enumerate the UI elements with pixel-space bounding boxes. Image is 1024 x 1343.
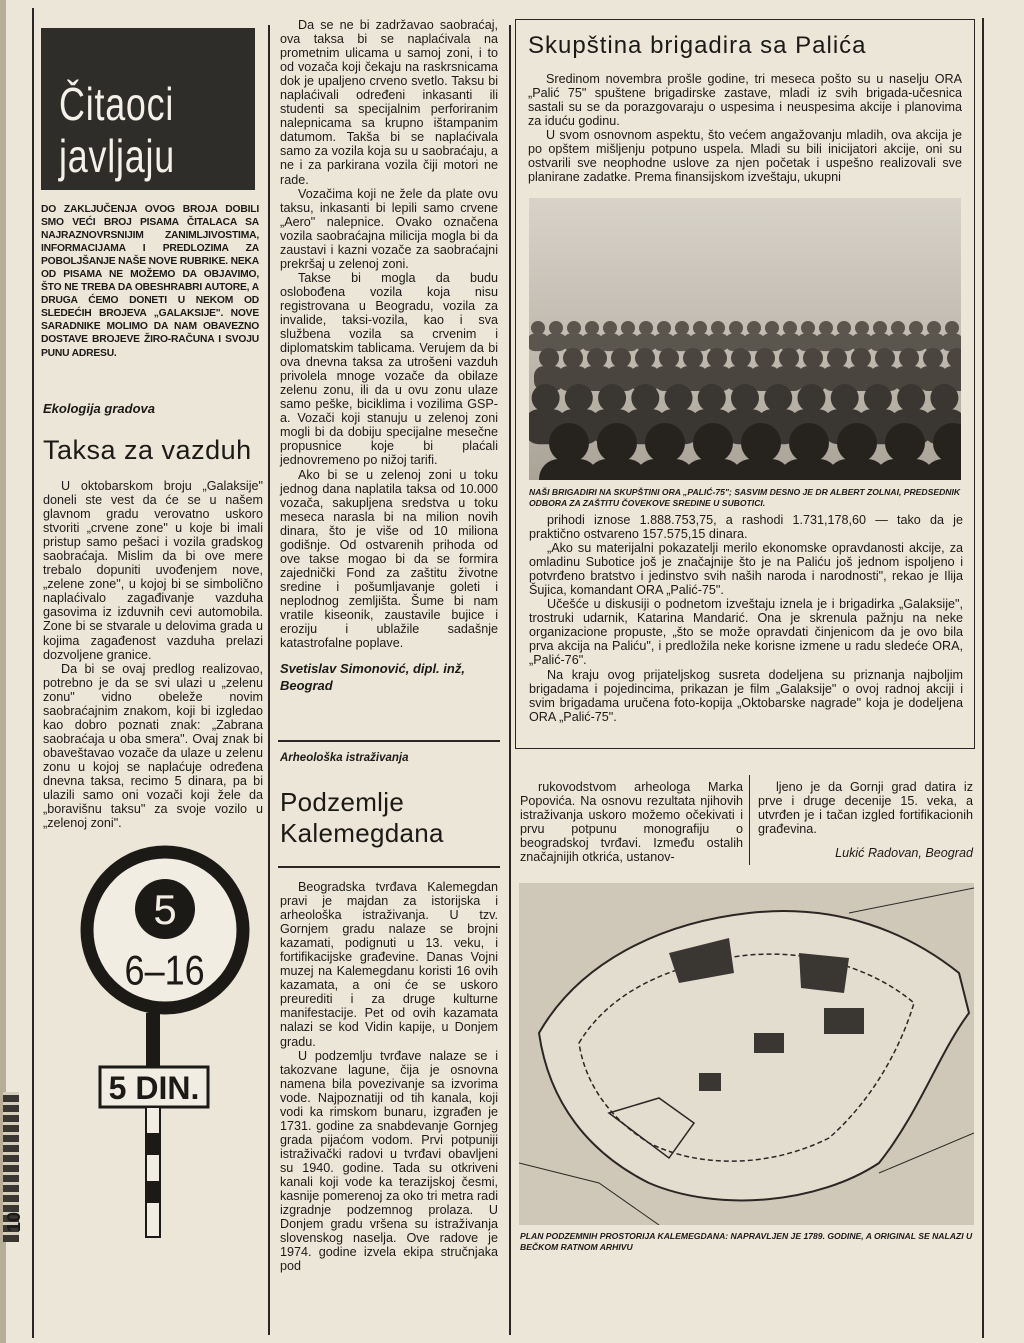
photo-figure	[899, 348, 919, 368]
photo-figure	[731, 348, 751, 368]
paragraph: U oktobarskom broju „Galaksije" doneli ste vest da će se u našem glavnom gradu verovatno uskoro stvoriti „crvene zone" u koje bi imali pristup samo pešaci i vozila gradskog saobraćaja. Mislim da bi ove mere trebalo dopuniti uvođenjem nove, „zelene zone", u kojoj bi se simbolično naplaćivalo zagađivanje vazduha gasovima iz izduvnih cevi automobila. Zone bi se stvarale u delovima grada u kojima zagađenost vazduha prelazi dozvoljene granice.	[43, 479, 263, 662]
photo-figure	[764, 384, 792, 412]
paragraph: Ako bi se u zelenoj zoni u toku jednog dana naplatila taksa od 10.000 vozača, sakupljena sredstva u toku meseca narasla bi na milion novih dinara, što je više od 10 miliona godišnje. Od ostvarenih prihoda od ove takse mogao bi da se formira zajednički Fond za zaštitu životne sredine i pošumljavanje goleti i neplodnog zemljišta. Šume bi nam vratile kiseonik, zaustavile bujice i eroziju i ublažile sadašnje katastrofalne poplave.	[280, 467, 498, 651]
photo-figure	[789, 423, 829, 463]
photo-figure	[693, 321, 707, 335]
photo-figure	[875, 348, 895, 368]
paragraph: Takse bi mogla da budu oslobođena vozila koja nisu registrovana u Beogradu, vozila za invalide, taksi-vozila, kao i sva službena vozila sa crvenim i diplomatskim tablicama. Verujem da bi ova dnevna taksa za utrošeni vazduh privolela mnoge vozače da obilaze zelenu zonu, ili da u ovu zonu ulaze samo peške, biciklima i vozilima GSP-a. Vozači koji stanuju u zelenoj zoni mogli bi da dobiju specijalne mesečne propusnice koje bi plaćali jednovremeno po nižoj tarifi.	[280, 270, 498, 468]
photo-figure	[819, 321, 833, 335]
fortress-plan-map	[519, 883, 974, 1225]
photo-figure	[631, 384, 659, 412]
section-rule	[278, 740, 500, 742]
photo-figure	[909, 321, 923, 335]
paragraph: ljeno je da Gornji grad datira iz prve i druge decenije 15. veka, a utvrđen je i tačan izgled fortifikacionih građevina.	[758, 780, 973, 837]
photo-figure	[657, 321, 671, 335]
photo-figure	[603, 321, 617, 335]
column-rule	[982, 18, 984, 1338]
photo-figure	[611, 348, 631, 368]
photo-figure	[891, 321, 905, 335]
photo-figure	[659, 348, 679, 368]
paragraph: Učešće u diskusiji o podnetom izveštaju iznela je i brigadirka „Galaksije", trostruki udarnik, Katarina Mandarić. Ona je skrenula pažnju na neke organizacione propuste, „što se može opravdati činjenicom da je ovo bila prva akcija na Paliću", i predložila neke korisne izmene u radu sledeće ORA, „Palić-76".	[529, 597, 963, 668]
paragraph: Sredinom novembra prošle godine, tri meseca pošto su u naselju ORA „Palić 75" spuštene brigadirske zastave, mladi iz svih brigada-učesnica sastali su se da porazgovaraju o uspesima i neuspesima akcije i planovima za iduću godinu.	[528, 72, 962, 129]
article-body	[280, 880, 498, 1273]
article-headline: Skupština brigadira sa Palića	[528, 32, 867, 59]
article-body	[529, 513, 963, 724]
photo-figure	[851, 348, 871, 368]
section-kicker: Arheološka istraživanja	[280, 752, 409, 764]
photo-figure-body	[816, 334, 837, 352]
photo-figure	[539, 348, 559, 368]
page-number: 10	[4, 1211, 24, 1232]
photo-figure	[803, 348, 823, 368]
photo-figure	[597, 423, 637, 463]
photo-figure	[837, 321, 851, 335]
photo-figure	[801, 321, 815, 335]
photo-figure	[855, 321, 869, 335]
article-body	[43, 479, 263, 830]
article-body	[520, 780, 743, 864]
paragraph: prihodi iznose 1.888.753,75, a rashodi 1.731,178,60 — tako da je praktično ostvareno 157.575,15 dinara.	[529, 513, 963, 542]
rubric-title-box	[41, 28, 255, 190]
map-caption: PLAN PODZEMNIH PROSTORIJA KALEMEGDANA: NAPRAVLJEN JE 1789. GODINE, A ORIGINAL SE NALAZI U BEČKOM RATNOM ARHIVU	[520, 1231, 973, 1252]
fortress-plan-drawing	[519, 883, 974, 1225]
column-rule	[32, 8, 34, 1338]
photo-figure	[927, 321, 941, 335]
paragraph: „Ako su materijalni pokazatelji merilo ekonomske opravdanosti akcije, za omladinu Subotice još je značajnije što je na Paliću još jednom ispoljeno i potvrđeno bratstvo i jedinstvo svih naših naroda i narodnosti", rekao je Ilija Šujica, komandant ORA „Palić-75".	[529, 541, 963, 598]
photo-figure-body	[744, 334, 765, 352]
column-rule	[749, 775, 750, 865]
photo-figure	[729, 321, 743, 335]
article-body	[758, 780, 973, 836]
paragraph: Da se ne bi zadržavao saobraćaj, ova taksa bi se naplaćivala na prometnim ulicama u samoj zoni, i to od vozača koji čekaju na raskrsnicama dok je upaljeno crveno svetlo. Taksu bi naplaćivali određeni inkasanti ili studenti sa specijalnim perforiranim nalepnicama sa krupno ištampanim datumom. Takša bi se naplaćivala samo za vozila koja su u saobraćaju, a ne i za parkirana vozila čiji motori ne rade.	[280, 18, 498, 187]
photo-figure	[587, 348, 607, 368]
paragraph: U svom osnovnom aspektu, što većem angažovanju mladih, ova akcija je po opštem mišljenju potpuno uspela. Mladi su bili inicijatori akcije, oni su ostvarili sve neophodne uslove za njen početak i uspešno realizovali sve planirane zadatke. Prema finansijskom izveštaju, ukupni	[528, 128, 962, 185]
photo-figure	[779, 348, 799, 368]
photo-figure	[741, 423, 781, 463]
meeting-photo	[529, 198, 961, 480]
photo-figure	[747, 321, 761, 335]
photo-figure	[565, 384, 593, 412]
photo-figure	[531, 321, 545, 335]
column-rule	[268, 25, 270, 1335]
photo-figure-body	[672, 334, 693, 352]
photo-figure	[873, 321, 887, 335]
photo-figure	[635, 348, 655, 368]
photo-figure	[549, 321, 563, 335]
paragraph: Vozačima koji ne žele da plate ovu taksu, inkasanti bi lepili samo crvene „Aero" nalepnice. Ovako označena vozila saobraćajna milicija mogla bi da zaustavi i kazni vozače za saobraćajni prekršaj u zelenoj zoni.	[280, 186, 498, 271]
photo-figure	[665, 384, 693, 412]
section-kicker: Ekologija gradova	[43, 401, 155, 416]
photo-figure	[683, 348, 703, 368]
article-byline: Lukić Radovan, Beograd	[835, 846, 973, 860]
photo-figure	[698, 384, 726, 412]
article-headline: Taksa za vazduh	[43, 435, 252, 465]
column-rule	[509, 25, 511, 1335]
photo-figure	[797, 384, 825, 412]
paragraph: Na kraju ovog prijateljskog susreta dodeljena su priznanja najboljim brigadama i pojedincima, prikazan je film „Galaksije" o ovoj radnoj akciji i svim brigadama uručena foto-kopija „Oktobarske nagrade" koja je dodeljena ORA „Palić-75".	[529, 667, 963, 724]
photo-figure	[885, 423, 925, 463]
rubric-intro: DO ZAKLJUČENJA OVOG BROJA DOBILI SMO VEĆI BROJ PISAMA ČITALACA SA NAJRAZNOVRSNIJIM ZANIMLJIVOSTIMA, INFORMACIJAMA I PREDLOZIMA ZA POBOLJŠANJE NAŠE NOVE RUBRIKE. NEKA OD PISAMA NE MOŽEMO DA OBJAVIMO, ŠTO NE TREBA DA OBESHRABRI AUTORE, A DRUGA ĆEMO DONETI U NEKOM OD SLEDEĆIH BROJEVA „GALAKSIJE". NOVE SARADNIKE MOLIMO DA NAM OBAVEZNO DOSTAVE BROJEVE ŽIRO-RAČUNA I SVOJU PUNU ADRESU.	[41, 204, 259, 359]
sign-hours: 6–16	[124, 948, 205, 995]
photo-figure	[621, 321, 635, 335]
article-body	[280, 18, 498, 650]
photo-figure	[645, 423, 685, 463]
photo-figure	[711, 321, 725, 335]
section-rule	[278, 866, 500, 868]
article-byline: Svetislav Simonović, dipl. inž, Beograd	[280, 661, 465, 693]
photo-figure	[765, 321, 779, 335]
photo-figure	[731, 384, 759, 412]
photo-figure	[837, 423, 877, 463]
article-headline: Podzemlje Kalemegdana	[280, 787, 444, 848]
photo-figure	[831, 384, 859, 412]
photo-figure	[707, 348, 727, 368]
paragraph: rukovodstvom arheologa Marka Popovića. Na osnovu rezultata njihovih istraživanja uskoro možemo očekivati i prvu potpunu monografiju o beogradskoj tvrđavi. Između ostalih značajnijih otkrića, ustanov-	[520, 780, 743, 865]
meeting-photo-image	[529, 198, 961, 480]
photo-figure	[693, 423, 733, 463]
photo-figure	[567, 321, 581, 335]
photo-figure	[930, 384, 958, 412]
photo-figure	[563, 348, 583, 368]
photo-figure	[923, 348, 943, 368]
photo-figure	[585, 321, 599, 335]
photo-figure	[864, 384, 892, 412]
photo-figure	[598, 384, 626, 412]
sign-top-number: 5	[153, 886, 177, 933]
photo-figure	[549, 423, 589, 463]
photo-figure	[945, 321, 959, 335]
sign-price: 5 DIN.	[108, 1070, 200, 1106]
photo-figure	[897, 384, 925, 412]
folio	[2, 1092, 24, 1332]
photo-figure	[675, 321, 689, 335]
paragraph: Da bi se ovaj predlog realizovao, potrebno je da se svi ulazi u „zelenu zonu" vidno obeleže novim saobraćajnim znakom, koji bi izgledao kao dobro poznati znak: „Zabrana saobraćaja u oba smera". Ovaj znak bi obaveštavao vozače da ulaze u zelenu zonu u kojoj se naplaćuje određena dnevna taksa, recimo 5 dinara, pa bi ulazili samo oni vozači koji žele da „boravišnu taksu" za svoje vozilo u „zelenoj zoni".	[43, 661, 263, 831]
photo-figure-body	[888, 334, 909, 352]
rubric-title: Čitaoci javljaju	[59, 78, 175, 182]
article-lead	[528, 72, 962, 184]
traffic-sign-illustration	[80, 845, 250, 1240]
photo-figure	[639, 321, 653, 335]
paragraph: Beogradska tvrđava Kalemegdan pravi je majdan za istorijska i arheološka istraživanja. U tzv. Gornjem gradu nalaze se brojni kazamati, podignuti u 13. veku, i fortifikacijske građevine. Danas Vojni muzej na Kalemegdanu koristi 16 ovih kazamata, a oni će se uskoro preurediti i za druge kulturne manifestacije. Pet od ovih kazamata nalazi se kod Vidin kapije, u Donjem gradu.	[280, 880, 498, 1049]
paragraph: U podzemlju tvrđave nalaze se i takozvane lagune, čija je osnovna namena bila povezivanje sa izvorima vode. Najpoznatiji od tih kanala, koji vodi ka rimskom bunaru, izgrađen je 1731. godine za snabdevanje Gornjeg grada pijaćom vodom. Prvi potpuniji istraživački radovi u tvrđavi obavljeni su 1940. godine. Tada su otkriveni kanali koji vode ka terazijskoj česmi, kasnije pomerenoj za oko tri metra radi izgradnje podzemnog prolaza. U Donjem gradu vršena su istraživanja slovenskog naselja. Ove radove je 1974. godine izvela ekipa stručnjaka pod	[280, 1048, 498, 1274]
photo-caption: NAŠI BRIGADIRI NA SKUPŠTINI ORA „PALIĆ-75"; SASVIM DESNO JE DR ALBERT ZOLNAI, PREDSEDNIK ODBORA ZA ZAŠTITU ČOVEKOVE SREDINE U SUBOTICI.	[529, 487, 961, 508]
traffic-sign-graphic	[80, 845, 250, 1240]
photo-figure	[755, 348, 775, 368]
photo-figure	[783, 321, 797, 335]
photo-figure	[532, 384, 560, 412]
photo-figure-body	[600, 334, 621, 352]
photo-figure	[827, 348, 847, 368]
